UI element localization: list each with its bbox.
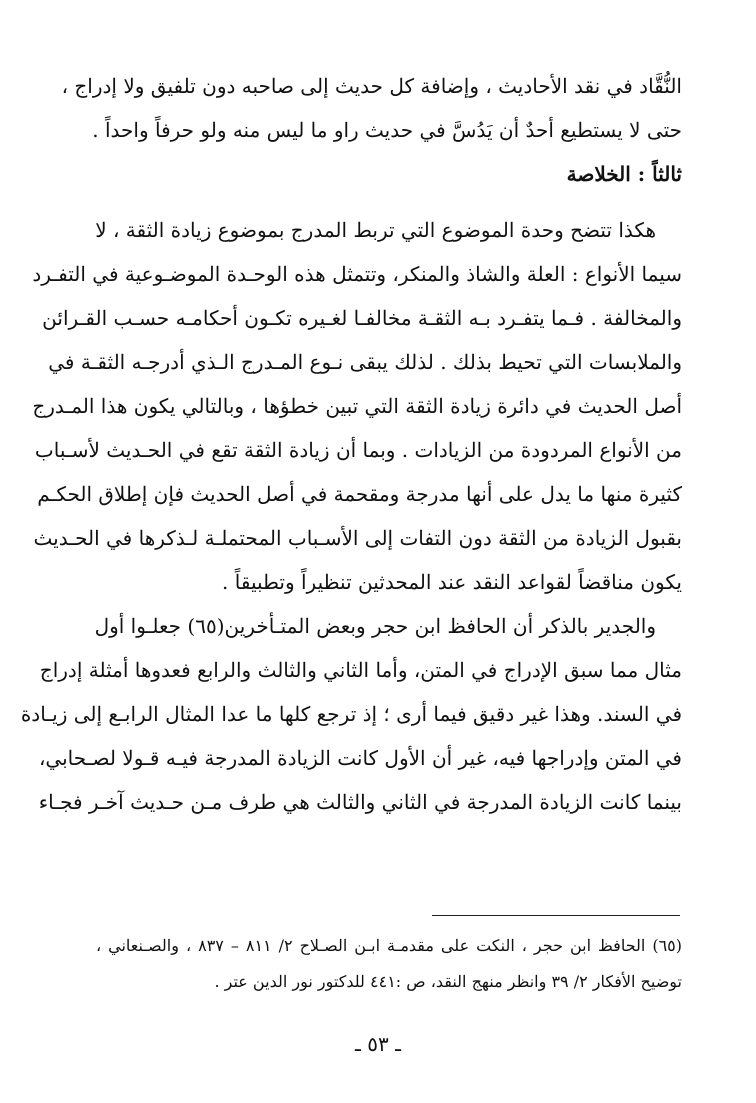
footnote-line: (٦٥) الحافظ ابن حجر ، النكت على مقدمـة ابـن الصـلاح ٢/ ٨١١ – ٨٣٧ ، والصـنعاني ، [96,936,683,955]
text-line: بقبول الزيادة من الثقة دون التفات إلى الأسـباب المحتملـة لـذكرها في الحـديث [33,526,682,550]
footnote-line: توضيح الأفكار ٢/ ٣٩ وانظر منهج النقد، ص :٤٤١ للدكتور نور الدين عتر . [214,972,682,991]
section-heading: ثالثاً : الخلاصة [566,162,682,186]
text-line: مثال مما سبق الإدراج في المتن، وأما الثاني والثالث والرابع فعدوها أمثلة إدراج [39,658,682,682]
footnote-divider [432,915,680,916]
text-line: سيما الأنواع : العلة والشاذ والمنكر، وتتمثل هذه الوحـدة الموضـوعية في التفـرد [32,262,682,286]
idraj-paragraph [20,604,682,824]
text-line: كثيرة منها ما يدل على أنها مدرجة ومقحمة في أصل الحديث فإن إطلاق الحكـم [37,482,682,506]
page-number: ـ ٥٣ ـ [355,1032,401,1056]
text-line: في المتن وإدراجها فيه، غير أن الأول كانت الزيادة المدرجة فيـه قـولا لصـحابي، [38,746,682,770]
text-line: النُّقَّاد في نقد الأحاديث ، وإضافة كل حديث إلى صاحبه دون تلفيق ولا إدراج ، [61,74,682,98]
paragraph-gap [96,196,682,208]
text-line: في السند. وهذا غير دقيق فيما أرى ؛ إذ ترجع كلها ما عدا المثال الرابـع إلى زيـادة [20,702,682,726]
intro-paragraph [61,64,682,152]
text-line: بينما كانت الزيادة المدرجة في الثاني والثالث هي طرف مـن حـديث آخـر فجـاء [38,790,682,814]
text-line: حتى لا يستطيع أحدٌ أن يَدُسَّ في حديث راو ما ليس منه ولو حرفاً واحداً . [92,118,682,142]
page-body [20,64,682,824]
text-line: أصل الحديث في دائرة زيادة الثقة التي تبين خطؤها ، وبالتالي يكون هذا المـدرج [32,394,682,418]
text-line: هكذا تتضح وحدة الموضوع التي تربط المدرج بموضوع زيادة الثقة ، لا [95,218,656,242]
summary-paragraph [32,208,682,604]
text-line: والمخالفة . فـما يتفـرد بـه الثقـة مخالفـا لغـيره تكـون أحكامـه حسـب القـرائن [42,306,682,330]
footnotes [96,928,682,1000]
text-line: يكون مناقضاً لقواعد النقد عند المحدثين تنظيراً وتطبيقاً . [222,570,682,594]
text-line: والجدير بالذكر أن الحافظ ابن حجر وبعض المتـأخرين(٦٥) جعلـوا أول [94,614,656,638]
text-line: من الأنواع المردودة من الزيادات . وبما أن زيادة الثقة تقع في الحـديث لأسـباب [34,438,682,462]
text-line: والملابسات التي تحيط بذلك . لذلك يبقى نـوع المـدرج الـذي أدرجـه الثقـة في [48,350,682,374]
